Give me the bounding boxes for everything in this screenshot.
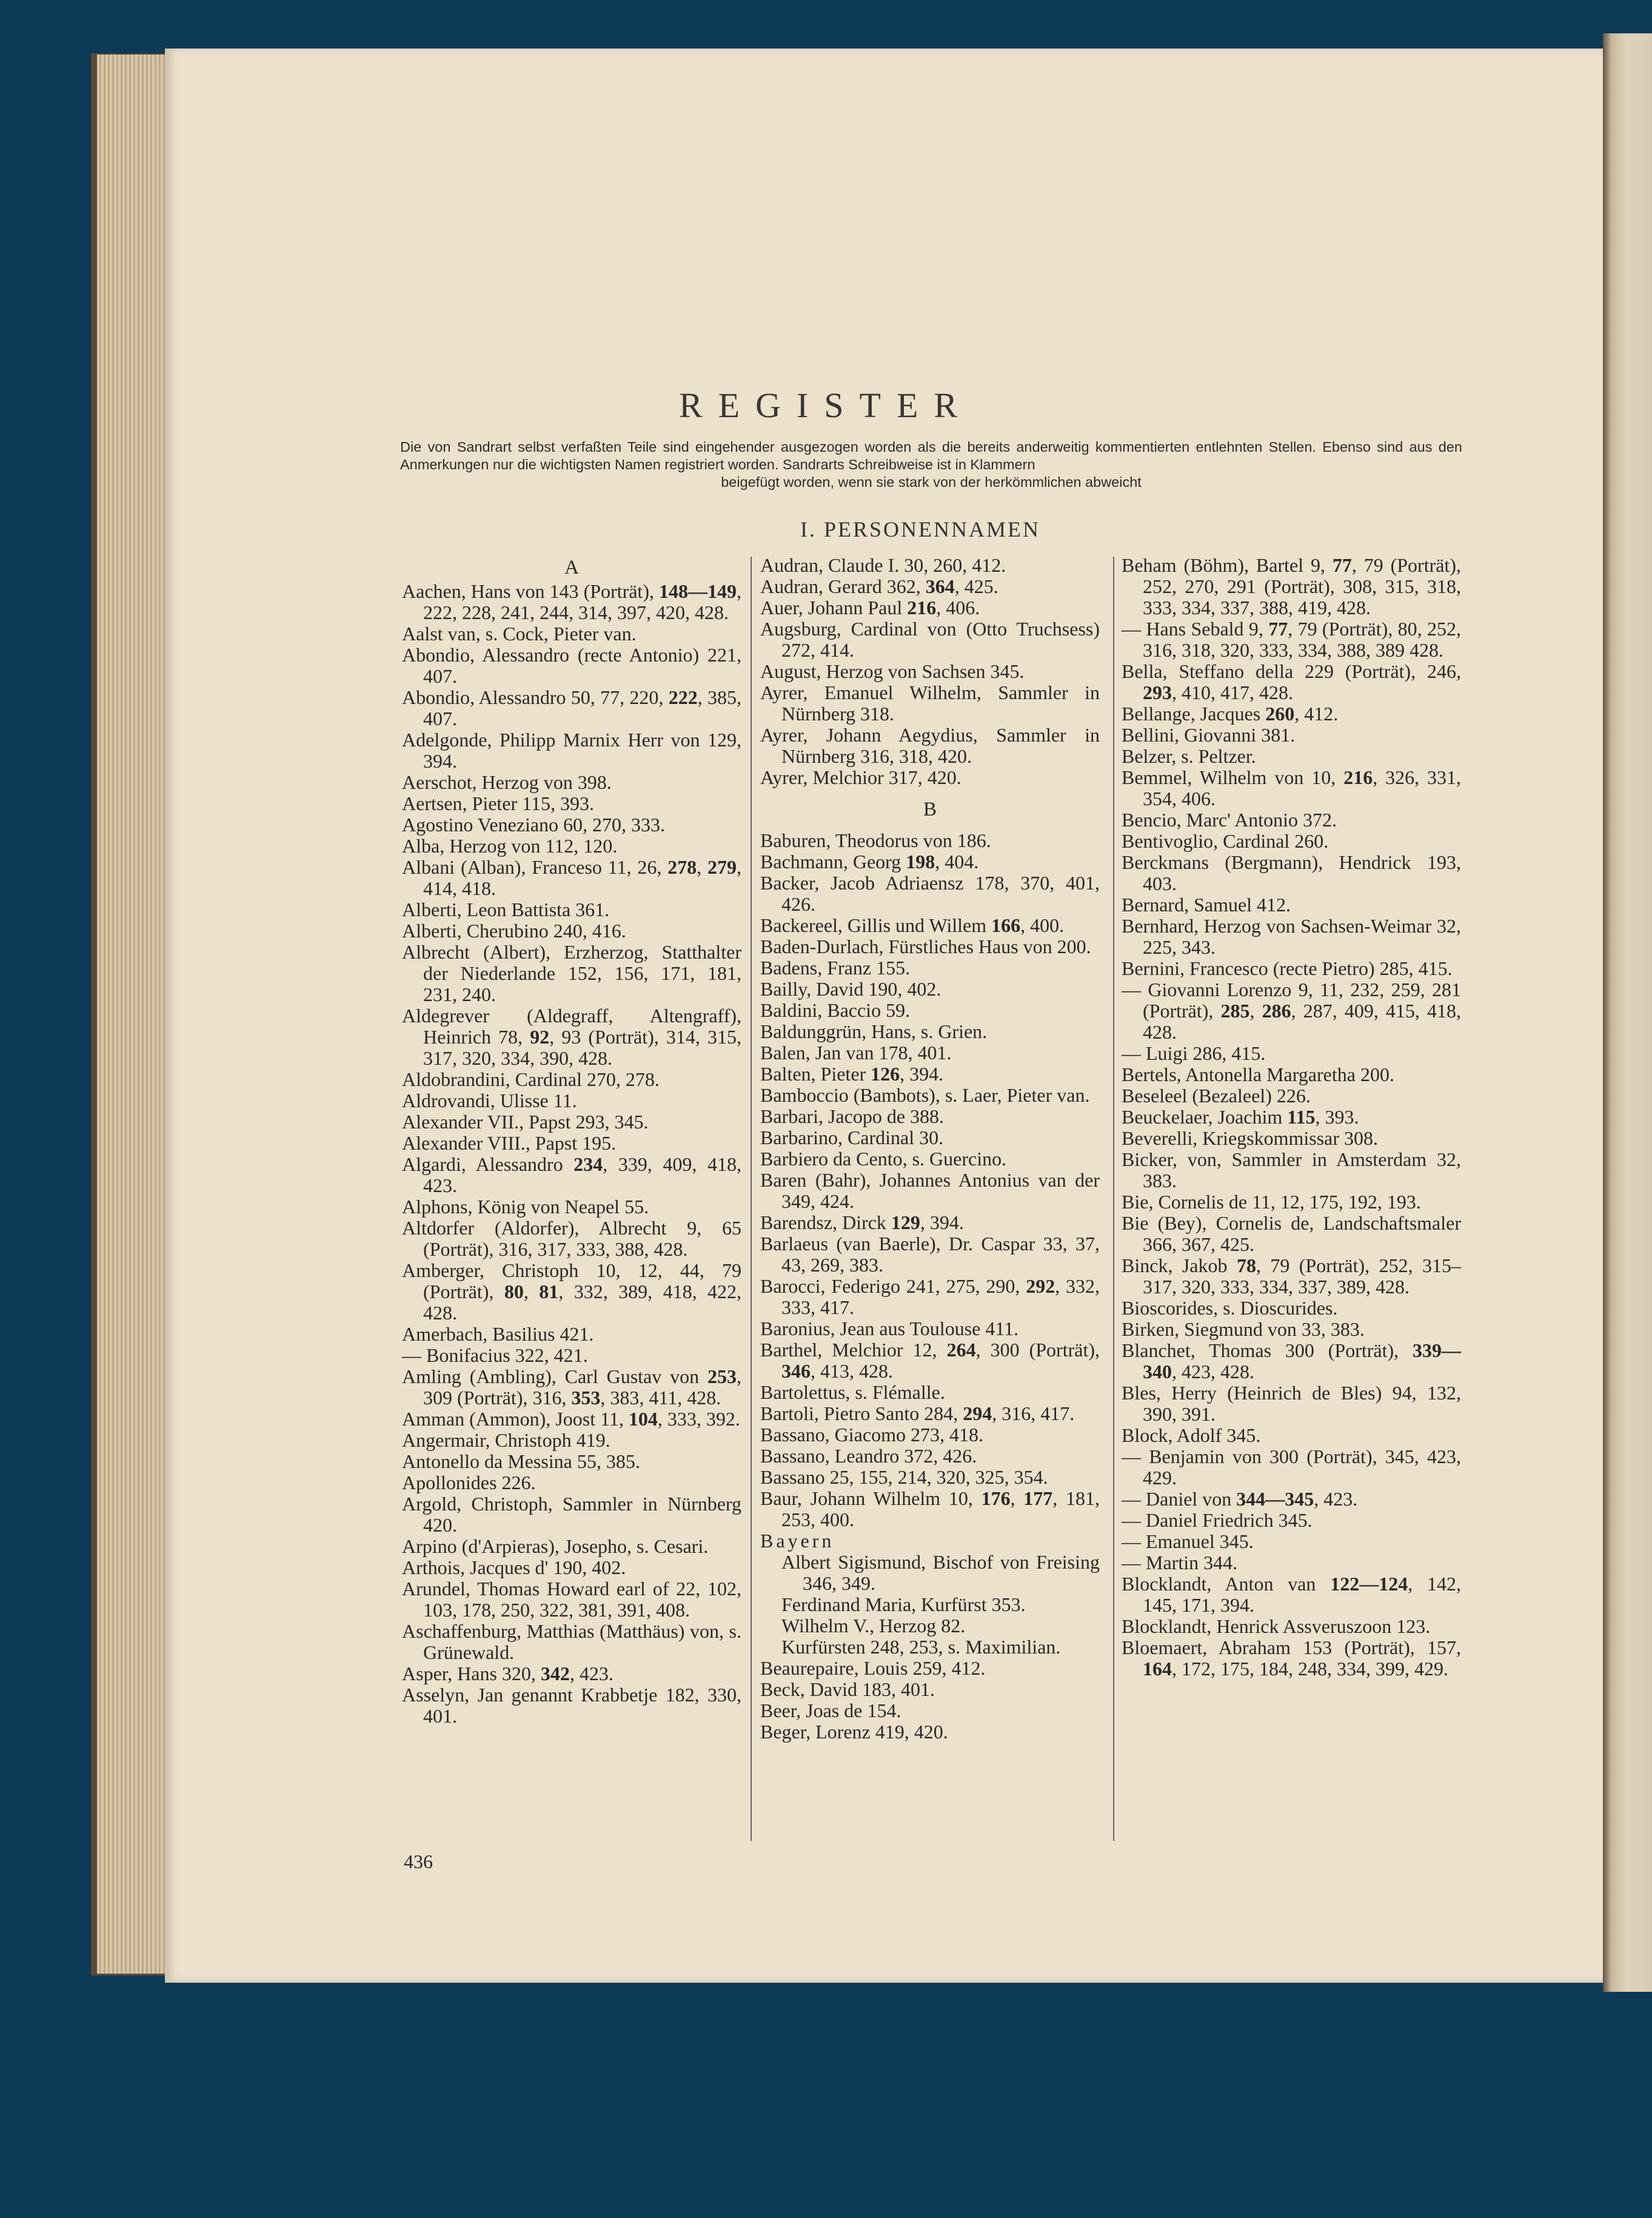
- index-entry: Alberti, Leon Battista 361.: [402, 899, 610, 920]
- index-entry: Auer, Johann Paul 216, 406.: [760, 597, 980, 618]
- index-entry: Bellange, Jacques 260, 412.: [1122, 703, 1339, 725]
- index-entry: Bemmel, Wilhelm von 10, 216, 326, 331, 354, 406.: [1122, 766, 1462, 809]
- index-entry: Alphons, König von Neapel 55.: [402, 1196, 649, 1218]
- bold-page-ref: 177: [1023, 1487, 1053, 1509]
- letter-heading: B: [923, 799, 937, 820]
- index-entry: Angermair, Christoph 419.: [402, 1429, 610, 1451]
- page-number: 436: [404, 1851, 433, 1872]
- bold-page-ref: 115: [1287, 1106, 1316, 1128]
- bold-page-ref: 129: [891, 1211, 920, 1233]
- index-entry: Bailly, David 190, 402.: [760, 978, 941, 1000]
- bold-page-ref: 234: [574, 1153, 603, 1175]
- index-entry: Ayrer, Melchior 317, 420.: [760, 766, 961, 788]
- index-entry: Amerbach, Basilius 421.: [402, 1323, 594, 1345]
- index-entry: Beger, Lorenz 419, 420.: [760, 1721, 948, 1743]
- bold-page-ref: 339— 340: [1143, 1339, 1461, 1382]
- index-entry: Bles, Herry (Heinrich de Bles) 94, 132, 390, 391.: [1122, 1382, 1461, 1425]
- index-entry: Aerschot, Herzog von 398.: [402, 771, 612, 793]
- index-entry: Abondio, Alessandro (recte Antonio) 221, 407.: [402, 644, 741, 687]
- bold-page-ref: 92: [530, 1026, 550, 1048]
- index-entry: Beuckelaer, Joachim 115, 393.: [1122, 1106, 1359, 1128]
- index-entry: August, Herzog von Sachsen 345.: [760, 660, 1025, 682]
- index-entry: Bartolettus, s. Flémalle.: [760, 1381, 945, 1403]
- index-entry: Audran, Gerard 362, 364, 425.: [760, 575, 998, 597]
- index-entry: Block, Adolf 345.: [1122, 1424, 1261, 1446]
- index-entry: Alexander VIII., Papst 195.: [402, 1132, 617, 1154]
- bold-page-ref: 253: [707, 1365, 737, 1387]
- index-entry: Beaurepaire, Louis 259, 412.: [760, 1657, 986, 1679]
- bold-page-ref: 198: [906, 851, 935, 873]
- index-entry: Adelgonde, Philipp Marnix Herr von 129, 394.: [402, 729, 741, 772]
- index-entry: Baldini, Baccio 59.: [760, 999, 911, 1021]
- index-entry: Bicker, von, Sammler in Amsterdam 32, 383.: [1122, 1148, 1461, 1191]
- index-entry: Bayern: [760, 1530, 835, 1552]
- index-entry: Aalst van, s. Cock, Pieter van.: [402, 623, 637, 645]
- index-entry: Bie, Cornelis de 11, 12, 175, 192, 193.: [1122, 1191, 1421, 1213]
- index-entry: Balen, Jan van 178, 401.: [760, 1042, 952, 1064]
- intro-text: Die von Sandrart selbst verfaßten Teile sind eingehender ausgezogen worden als die bereits anderweitig kommentierten entlehnten Stellen. Ebenso sind aus den Anmerkungen nur die wichtigsten Namen registriert worden. Sandrarts Schreibweise ist in Klammern: [400, 439, 1462, 472]
- index-entry: Bassano, Giacomo 273, 418.: [760, 1424, 983, 1446]
- index-entry: Augsburg, Cardinal von (Otto Truchsess) 272, 414.: [760, 618, 1100, 661]
- bold-page-ref: 81: [539, 1281, 559, 1302]
- index-entry: Bernard, Samuel 412.: [1122, 894, 1291, 916]
- next-page-edge: [1603, 33, 1652, 1992]
- index-entry: Amberger, Christoph 10, 12, 44, 79 (Porträt), 80, 81, 332, 389, 418, 422, 428.: [402, 1259, 742, 1324]
- index-column-2: [760, 555, 1100, 1743]
- bold-page-ref: 122—124: [1330, 1573, 1408, 1595]
- index-entry: Algardi, Alessandro 234, 339, 409, 418, 423.: [402, 1153, 741, 1196]
- index-entry: Belzer, s. Peltzer.: [1122, 745, 1256, 767]
- bold-page-ref: 216: [1343, 766, 1373, 788]
- index-entry: Amling (Ambling), Carl Gustav von 253, 309 (Porträt), 316, 353, 383, 411, 428.: [402, 1365, 741, 1409]
- index-column-1: [402, 555, 741, 1727]
- index-entry: Amman (Ammon), Joost 11, 104, 333, 392.: [402, 1408, 740, 1430]
- index-entry: — Emanuel 345.: [1122, 1530, 1254, 1552]
- index-entry: Bencio, Marc' Antonio 372.: [1122, 809, 1337, 831]
- index-entry: Bernhard, Herzog von Sachsen-Weimar 32, 225, 343.: [1122, 915, 1461, 958]
- index-entry: Asselyn, Jan genannt Krabbetje 182, 330, 401.: [402, 1684, 741, 1727]
- index-entry: Blocklandt, Anton van 122—124, 142, 145, 171, 394.: [1122, 1573, 1462, 1616]
- bold-page-ref: 126: [871, 1063, 900, 1085]
- bold-page-ref: 166: [991, 914, 1021, 936]
- index-entry: Bloemaert, Abraham 153 (Porträt), 157, 164, 172, 175, 184, 248, 334, 399, 429.: [1122, 1637, 1461, 1680]
- index-entry: Asper, Hans 320, 342, 423.: [402, 1663, 614, 1684]
- index-entry: Bassano, Leandro 372, 426.: [760, 1445, 977, 1467]
- index-entry: Barbiero da Cento, s. Guercino.: [760, 1148, 1007, 1170]
- bold-page-ref: 293: [1143, 682, 1172, 703]
- index-entry: Abondio, Alessandro 50, 77, 220, 222, 385, 407.: [402, 686, 742, 729]
- index-entry: Beer, Joas de 154.: [760, 1700, 901, 1721]
- index-entry: Aschaffenburg, Matthias (Matthäus) von, s. Grünewald.: [402, 1620, 741, 1663]
- index-entry: Bamboccio (Bambots), s. Laer, Pieter van.: [760, 1084, 1090, 1106]
- column-rule: [751, 557, 752, 1841]
- index-entry: Aldrovandi, Ulisse 11.: [402, 1090, 577, 1111]
- index-entry: Baden-Durlach, Fürstliches Haus von 200.: [760, 936, 1091, 957]
- section-heading: I. PERSONENNAMEN: [800, 517, 1041, 541]
- index-entry: Bartoli, Pietro Santo 284, 294, 316, 417.: [760, 1402, 1075, 1424]
- index-entry: Aachen, Hans von 143 (Porträt), 148—149, 222, 228, 241, 244, 314, 397, 420, 428.: [402, 580, 741, 623]
- index-entry: Alexander VII., Papst 293, 345.: [402, 1111, 649, 1133]
- bold-page-ref: 342: [540, 1663, 570, 1684]
- index-entry: — Daniel von 344—345, 423.: [1122, 1488, 1358, 1510]
- bold-page-ref: 346: [781, 1360, 811, 1382]
- index-entry: Baren (Bahr), Johannes Antonius van der 349, 424.: [760, 1169, 1100, 1212]
- index-entry: Albani (Alban), Franceso 11, 26, 278, 279, 414, 418.: [402, 856, 741, 899]
- index-entry: Barocci, Federigo 241, 275, 290, 292, 332, 333, 417.: [760, 1275, 1100, 1318]
- index-entry: Baronius, Jean aus Toulouse 411.: [760, 1318, 1019, 1339]
- bold-page-ref: 279: [707, 856, 737, 878]
- bold-page-ref: 344—345: [1236, 1488, 1314, 1510]
- index-entry: Bassano 25, 155, 214, 320, 325, 354.: [760, 1466, 1048, 1488]
- bold-page-ref: 148—149: [659, 580, 737, 602]
- index-entry: Beseleel (Bezaleel) 226.: [1122, 1085, 1311, 1107]
- index-entry: — Martin 344.: [1122, 1552, 1238, 1573]
- index-entry: Backereel, Gillis und Willem 166, 400.: [760, 914, 1065, 936]
- index-entry: Barthel, Melchior 12, 264, 300 (Porträt), 346, 413, 428.: [760, 1339, 1100, 1382]
- bold-page-ref: 77: [1332, 554, 1352, 576]
- index-entry: Aldobrandini, Cardinal 270, 278.: [402, 1068, 660, 1090]
- index-entry: Bie (Bey), Cornelis de, Landschaftsmaler 366, 367, 425.: [1122, 1212, 1461, 1255]
- index-entry: Albrecht (Albert), Erzherzog, Statthalter der Niederlande 152, 156, 171, 181, 231, 240.: [402, 941, 741, 1005]
- index-entry: Alberti, Cherubino 240, 416.: [402, 920, 626, 942]
- bold-page-ref: 176: [981, 1487, 1011, 1509]
- index-entry: — Bonifacius 322, 421.: [402, 1344, 588, 1366]
- index-subentry: Wilhelm V., Herzog 82.: [781, 1615, 966, 1637]
- page-title: REGISTER: [678, 386, 974, 425]
- index-entry: Ayrer, Emanuel Wilhelm, Sammler in Nürnberg 318.: [760, 682, 1100, 725]
- index-entry: Binck, Jakob 78, 79 (Porträt), 252, 315–317, 320, 333, 334, 337, 389, 428.: [1122, 1255, 1462, 1298]
- index-entry: Barbari, Jacopo de 388.: [760, 1105, 945, 1127]
- index-entry: Arpino (d'Arpieras), Josepho, s. Cesari.: [402, 1535, 709, 1557]
- index-entry: Apollonides 226.: [402, 1472, 536, 1493]
- index-entry: Baur, Johann Wilhelm 10, 176, 177, 181, 253, 400.: [760, 1487, 1100, 1530]
- bold-page-ref: 80: [504, 1281, 524, 1302]
- index-entry: Agostino Veneziano 60, 270, 333.: [402, 814, 666, 836]
- index-entry: Baldunggrün, Hans, s. Grien.: [760, 1020, 988, 1042]
- index-subentry: Albert Sigismund, Bischof von Freising 346, 349.: [781, 1551, 1100, 1594]
- index-entry: Audran, Claude I. 30, 260, 412.: [760, 554, 1006, 576]
- index-entry: Berckmans (Bergmann), Hendrick 193, 403.: [1122, 851, 1461, 894]
- index-entry: Blanchet, Thomas 300 (Porträt), 339— 340, 423, 428.: [1122, 1339, 1461, 1382]
- index-entry: — Luigi 286, 415.: [1122, 1042, 1266, 1064]
- index-entry: Birken, Siegmund von 33, 383.: [1122, 1318, 1365, 1340]
- index-entry: Bertels, Antonella Margaretha 200.: [1122, 1064, 1394, 1085]
- intro-note: [400, 438, 1462, 491]
- bold-page-ref: 216: [907, 597, 937, 618]
- index-entry: Balten, Pieter 126, 394.: [760, 1063, 944, 1085]
- index-entry: Barlaeus (van Baerle), Dr. Caspar 33, 37, 43, 269, 383.: [760, 1233, 1100, 1276]
- bold-page-ref: 264: [946, 1339, 976, 1361]
- bold-page-ref: 353: [571, 1387, 601, 1409]
- index-entry: Badens, Franz 155.: [760, 957, 911, 979]
- letter-heading: A: [564, 557, 579, 578]
- index-entry: Beverelli, Kriegskommissar 308.: [1122, 1127, 1379, 1149]
- bold-page-ref: 286: [1262, 1000, 1291, 1022]
- index-entry: Arundel, Thomas Howard earl of 22, 102, 103, 178, 250, 322, 381, 391, 408.: [402, 1578, 741, 1621]
- index-entry: — Daniel Friedrich 345.: [1122, 1509, 1313, 1531]
- bold-page-ref: 77: [1268, 618, 1288, 640]
- index-entry: Barbarino, Cardinal 30.: [760, 1127, 944, 1148]
- index-entry: Bachmann, Georg 198, 404.: [760, 851, 979, 873]
- bold-page-ref: 260: [1265, 703, 1295, 725]
- index-entry: Argold, Christoph, Sammler in Nürnberg 420.: [402, 1493, 741, 1536]
- intro-text-last-line: beigefügt worden, wenn sie stark von der herkömmlichen abweicht: [721, 474, 1142, 490]
- index-column-3: [1122, 555, 1461, 1680]
- index-subentry: Ferdinand Maria, Kurfürst 353.: [781, 1593, 1026, 1615]
- index-entry: Aertsen, Pieter 115, 393.: [402, 792, 594, 814]
- index-entry: — Hans Sebald 9, 77, 79 (Porträt), 80, 252, 316, 318, 320, 333, 334, 388, 389 428.: [1122, 618, 1462, 661]
- index-entry: Bernini, Francesco (recte Pietro) 285, 415.: [1122, 957, 1453, 979]
- index-entry: Antonello da Messina 55, 385.: [402, 1450, 640, 1472]
- index-entry: Altdorfer (Aldorfer), Albrecht 9, 65 (Porträt), 316, 317, 333, 388, 428.: [402, 1217, 741, 1260]
- index-entry: Bioscorides, s. Dioscurides.: [1122, 1297, 1338, 1319]
- bold-page-ref: 164: [1143, 1658, 1172, 1680]
- index-entry: Bellini, Giovanni 381.: [1122, 724, 1296, 746]
- index-entry: Baburen, Theodorus von 186.: [760, 829, 991, 851]
- index-entry: Bella, Steffano della 229 (Porträt), 246, 293, 410, 417, 428.: [1122, 660, 1461, 703]
- index-entry: Alba, Herzog von 112, 120.: [402, 835, 618, 857]
- index-entry: Ayrer, Johann Aegydius, Sammler in Nürnberg 316, 318, 420.: [760, 724, 1100, 767]
- bold-page-ref: 285: [1220, 1000, 1250, 1022]
- index-entry: Arthois, Jacques d' 190, 402.: [402, 1556, 626, 1578]
- bold-page-ref: 364: [925, 575, 955, 597]
- index-entry: Backer, Jacob Adriaensz 178, 370, 401, 426.: [760, 872, 1100, 915]
- index-entry: Barendsz, Dirck 129, 394.: [760, 1211, 964, 1233]
- index-entry: Beham (Böhm), Bartel 9, 77, 79 (Porträt), 252, 270, 291 (Porträt), 308, 315, 318, 333, 334, 337, 388, 419, 428.: [1122, 554, 1462, 618]
- index-entry: Beck, David 183, 401.: [760, 1678, 935, 1700]
- bold-page-ref: 292: [1026, 1275, 1055, 1297]
- index-entry: — Benjamin von 300 (Porträt), 345, 423, 429.: [1122, 1446, 1461, 1489]
- index-entry: — Giovanni Lorenzo 9, 11, 232, 259, 281 (Porträt), 285, 286, 287, 409, 415, 418, 428.: [1122, 979, 1462, 1043]
- bold-page-ref: 78: [1236, 1255, 1256, 1276]
- bold-page-ref: 294: [963, 1402, 992, 1424]
- index-subentry: Kurfürsten 248, 253, s. Maximilian.: [781, 1636, 1061, 1658]
- bold-page-ref: 104: [628, 1408, 658, 1430]
- index-entry: Bentivoglio, Cardinal 260.: [1122, 830, 1329, 852]
- column-rule: [1113, 557, 1114, 1841]
- bold-page-ref: 222: [668, 686, 698, 708]
- index-entry: Aldegrever (Aldegraff, Altengraff), Heinrich 78, 92, 93 (Porträt), 314, 315, 317, 320, 334, 390, 428.: [402, 1005, 742, 1069]
- index-entry: Blocklandt, Henrick Assveruszoon 123.: [1122, 1615, 1431, 1637]
- bold-page-ref: 278: [667, 856, 697, 878]
